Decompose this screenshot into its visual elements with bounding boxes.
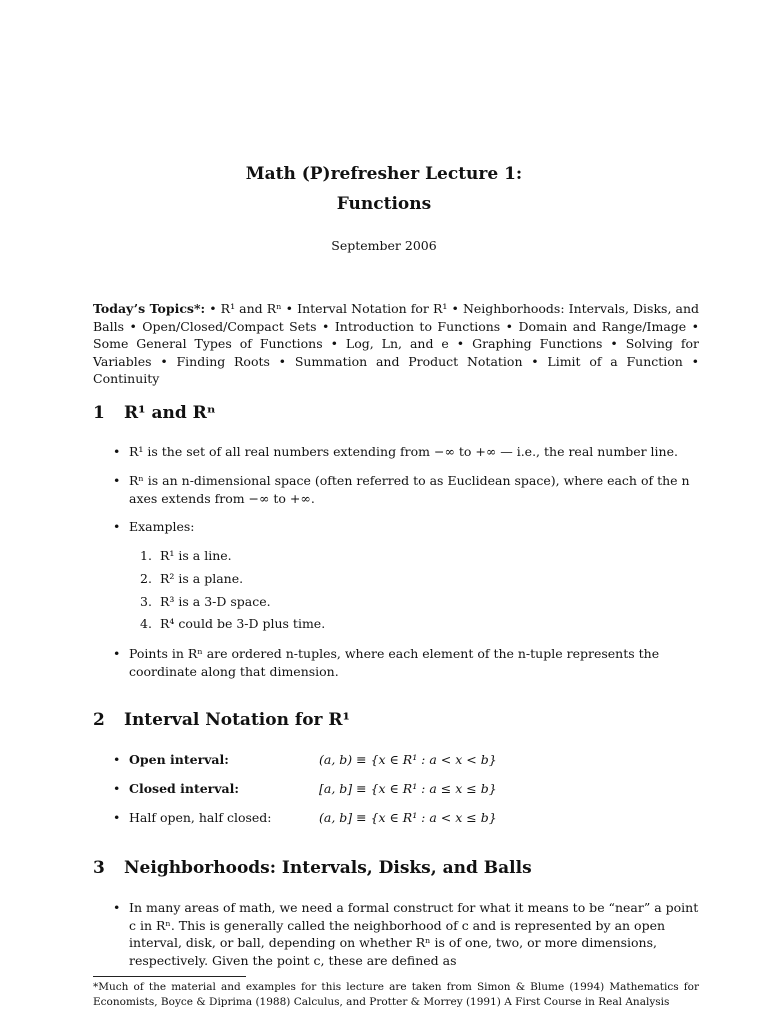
bullet-icon: •: [113, 444, 121, 459]
enum-number: 1.: [140, 548, 152, 563]
topics-label: Today’s Topics*:: [93, 301, 206, 316]
enum-item: [140, 594, 271, 609]
bullet-text: Rⁿ is an n-dimensional space (often referred to as Euclidean space), where each of the n axes extends from −∞ to +∞.: [129, 473, 690, 506]
enum-number: 2.: [140, 571, 152, 586]
section-title: Interval Notation for R¹: [124, 710, 350, 730]
interval-label: Closed interval:: [129, 781, 239, 796]
list-item: [113, 645, 701, 680]
enum-item: [140, 571, 243, 586]
enum-text: R² is a plane.: [160, 571, 244, 586]
bullet-text: Points in Rⁿ are ordered n-tuples, where each element of the n-tuple represents the coordinate along that dimension.: [129, 646, 660, 679]
interval-formula: (a, b] ≡ {x ∈ R¹ : a < x ≤ b}: [319, 810, 497, 825]
bullet-icon: •: [113, 900, 121, 915]
bullet-icon: •: [113, 781, 121, 796]
bullet-icon: •: [113, 473, 121, 488]
topics-list: • R¹ and Rⁿ • Interval Notation for R¹ • Neighborhoods: Intervals, Disks, and Balls • Open/Closed/Compact Sets • Introduction to Functions • Domain and Range/Image • Some General Types of Functions • Log, Ln, and e • Graphing Functions • Solving for Variables • Finding Roots • Summation and Product Notation • Limit of a Function • Continuity: [93, 301, 700, 386]
enum-item: [140, 616, 325, 631]
footnote-rule: [93, 976, 246, 977]
section-title: R¹ and Rⁿ: [124, 403, 216, 423]
interval-label: Open interval:: [129, 752, 229, 767]
interval-formula: [a, b] ≡ {x ∈ R¹ : a ≤ x ≤ b}: [319, 781, 497, 796]
section-3-heading: [93, 858, 532, 878]
interval-label: Half open, half closed:: [129, 810, 272, 825]
section-number: 1: [93, 403, 105, 423]
section-title: Neighborhoods: Intervals, Disks, and Balls: [124, 858, 532, 878]
bullet-icon: •: [113, 646, 121, 661]
bullet-text: Examples:: [129, 519, 195, 534]
bullet-icon: •: [113, 752, 121, 767]
enum-text: R¹ is a line.: [160, 548, 232, 563]
list-item: [113, 899, 701, 969]
bullet-text: In many areas of math, we need a formal construct for what it means to be “near” a point c in Rⁿ. This is generally called the neighborhood of c and is represented by an open interval, disk, or ball, depending on whether Rⁿ is of one, two, or more dimensions, respectively. Given the point c, these are defined as: [129, 900, 699, 968]
list-item: [113, 443, 701, 461]
enum-item: [140, 548, 232, 563]
bullet-icon: •: [113, 519, 121, 534]
section-number: 2: [93, 710, 105, 730]
footnote: *Much of the material and examples for this lecture are taken from Simon & Blume (1994) Mathematics for Economists, Boyce & Diprima (1988) Calculus, and Protter & Morrey (1991) A First Course in Real Analysis: [93, 981, 699, 1008]
bullet-text: R¹ is the set of all real numbers extending from −∞ to +∞ — i.e., the real number line.: [129, 444, 678, 459]
lecture-date: September 2006: [331, 238, 437, 253]
enum-text: R³ is a 3-D space.: [160, 594, 271, 609]
section-1-heading: [93, 403, 216, 423]
section-number: 3: [93, 858, 105, 878]
bullet-icon: •: [113, 810, 121, 825]
topics-paragraph: [93, 300, 699, 388]
enum-text: R⁴ could be 3-D plus time.: [160, 616, 326, 631]
lecture-subtitle: Functions: [336, 194, 432, 214]
enum-number: 3.: [140, 594, 152, 609]
list-item: [113, 472, 701, 507]
section-2-heading: [93, 710, 350, 730]
lecture-title: Math (P)refresher Lecture 1:: [245, 164, 523, 184]
enum-number: 4.: [140, 616, 152, 631]
interval-formula: (a, b) ≡ {x ∈ R¹ : a < x < b}: [319, 752, 497, 767]
list-item: [113, 518, 701, 536]
